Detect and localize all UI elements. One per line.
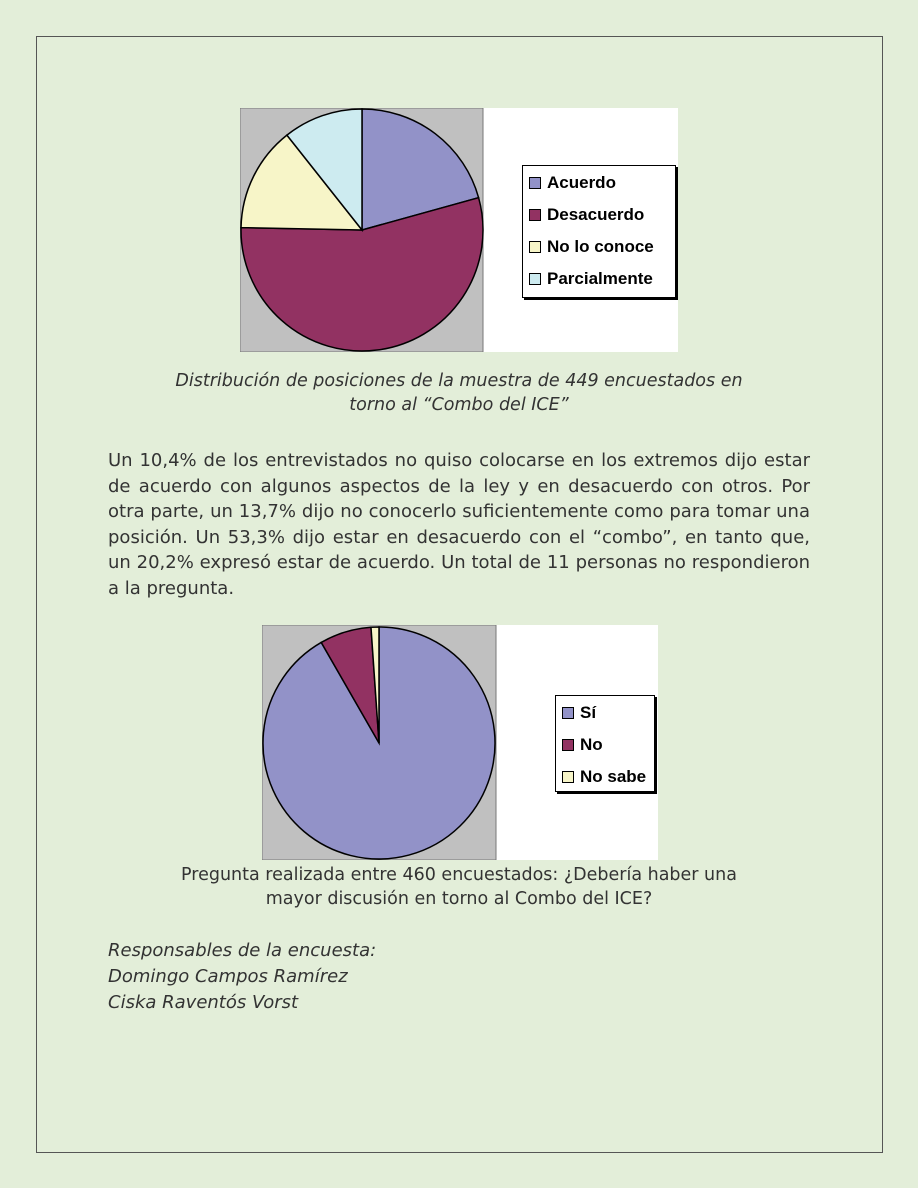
legend-item-parcialmente bbox=[523, 263, 675, 295]
caption-line: Pregunta realizada entre 460 encuestados: ¿Debería haber una bbox=[181, 865, 737, 885]
caption-line: Distribución de posiciones de la muestra de 449 encuestados en bbox=[175, 371, 743, 391]
legend bbox=[555, 695, 655, 792]
legend-label: Desacuerdo bbox=[547, 205, 645, 224]
legend-label: No bbox=[580, 735, 603, 754]
body-paragraph: Un 10,4% de los entrevistados no quiso colocarse en los extremos dijo estar de acuerdo con algunos aspectos de la ley y en desacuerdo con otros. Por otra parte, un 13,7% dijo no conocerlo suficientemente como para tomar una posición. Un 53,3% dijo estar en desacuerdo con el “combo”, en tanto que, un 20,2% expresó estar de acuerdo. Un total de 11 personas no respondieron a la pregunta. bbox=[108, 450, 810, 599]
swatch-icon bbox=[529, 177, 541, 189]
legend-label: No lo conoce bbox=[547, 237, 654, 256]
swatch-icon bbox=[562, 739, 574, 751]
chart1-caption bbox=[100, 369, 818, 417]
swatch-icon bbox=[529, 209, 541, 221]
caption-line: torno al “Combo del ICE” bbox=[349, 395, 569, 415]
chart2-caption bbox=[100, 863, 818, 911]
legend-label: Sí bbox=[580, 703, 597, 722]
responsable-name: Ciska Raventós Vorst bbox=[108, 992, 299, 1013]
swatch-icon bbox=[562, 707, 574, 719]
legend-item-no bbox=[556, 729, 654, 761]
legend-item-acuerdo bbox=[523, 167, 675, 199]
swatch-icon bbox=[529, 241, 541, 253]
swatch-icon bbox=[562, 771, 574, 783]
legend-item-no-lo-conoce bbox=[523, 231, 675, 263]
legend-item-desacuerdo bbox=[523, 199, 675, 231]
legend bbox=[522, 165, 676, 298]
legend-item-no-sabe bbox=[556, 761, 654, 793]
pie-chart-discusion bbox=[262, 625, 658, 860]
responsables bbox=[108, 938, 376, 1016]
responsables-heading: Responsables de la encuesta: bbox=[108, 940, 377, 961]
legend-label: Acuerdo bbox=[547, 173, 616, 192]
responsable-name: Domingo Campos Ramírez bbox=[108, 966, 348, 987]
swatch-icon bbox=[529, 273, 541, 285]
caption-line: mayor discusión en torno al Combo del ICE? bbox=[265, 889, 653, 909]
legend-label: No sabe bbox=[580, 767, 647, 786]
legend-label: Parcialmente bbox=[547, 269, 653, 288]
legend-item-si bbox=[556, 697, 654, 729]
pie-chart-posiciones bbox=[240, 108, 678, 352]
